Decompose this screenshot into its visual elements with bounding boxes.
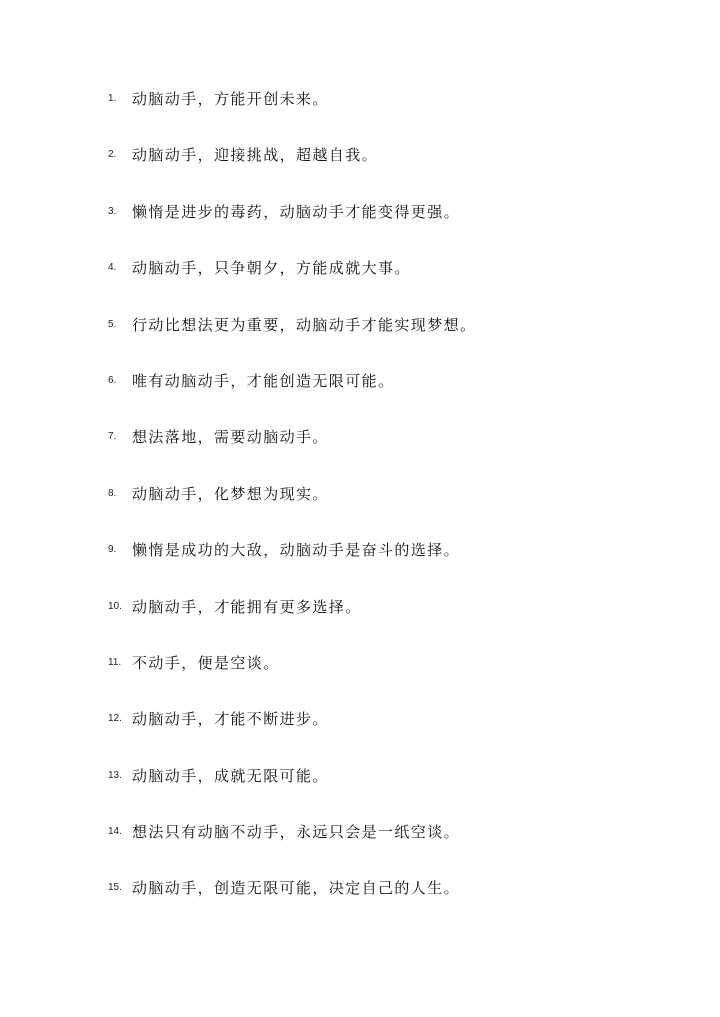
item-number: 4. [108,262,117,274]
item-text: 动脑动手，创造无限可能，决定自己的人生。 [132,879,461,898]
list-item [108,761,668,817]
item-text: 动脑动手，化梦想为现实。 [132,484,329,503]
list-item [108,592,668,648]
list-item [108,422,668,478]
item-text: 想法只有动脑不动手，永远只会是一纸空谈。 [132,823,461,842]
list-item [108,140,668,196]
item-number: 3. [108,205,117,217]
item-number: 14. [108,826,122,838]
list-item [108,873,668,929]
item-text: 行动比想法更为重要，动脑动手才能实现梦想。 [132,315,477,334]
item-number: 15. [108,882,122,894]
item-number: 1. [108,93,117,104]
item-text: 想法落地，需要动脑动手。 [132,428,329,447]
item-number: 12. [108,713,122,725]
item-text: 动脑动手，迎接挑战，超越自我。 [132,146,379,165]
item-number: 5. [108,318,117,330]
list-item [108,253,668,309]
list-item [108,817,668,873]
item-number: 9. [108,544,117,556]
item-text: 动脑动手，才能拥有更多选择。 [132,597,362,616]
item-text: 动脑动手，方能开创未来。 [132,90,329,108]
list-item [108,535,668,591]
item-number: 6. [108,374,117,386]
item-text: 懒惰是进步的毒药，动脑动手才能变得更强。 [132,202,461,221]
item-text: 懒惰是成功的大敌，动脑动手是奋斗的选择。 [132,541,461,560]
list-item [108,197,668,253]
list-item [108,366,668,422]
item-text: 唯有动脑动手，才能创造无限可能。 [132,371,395,390]
item-number: 8. [108,487,117,499]
item-number: 13. [108,769,122,781]
list-item [108,648,668,704]
item-text: 动脑动手，才能不断进步。 [132,710,329,729]
list-item [108,704,668,760]
item-number: 11. [108,656,122,668]
item-number: 7. [108,431,117,443]
item-text: 不动手，便是空谈。 [132,653,280,672]
list-item [108,84,668,140]
item-number: 10. [108,600,122,612]
item-number: 2. [108,149,117,161]
list-item [108,310,668,366]
list-item [108,479,668,535]
item-text: 动脑动手，只争朝夕，方能成就大事。 [132,259,411,278]
item-text: 动脑动手，成就无限可能。 [132,766,329,785]
slogan-list [108,84,668,930]
